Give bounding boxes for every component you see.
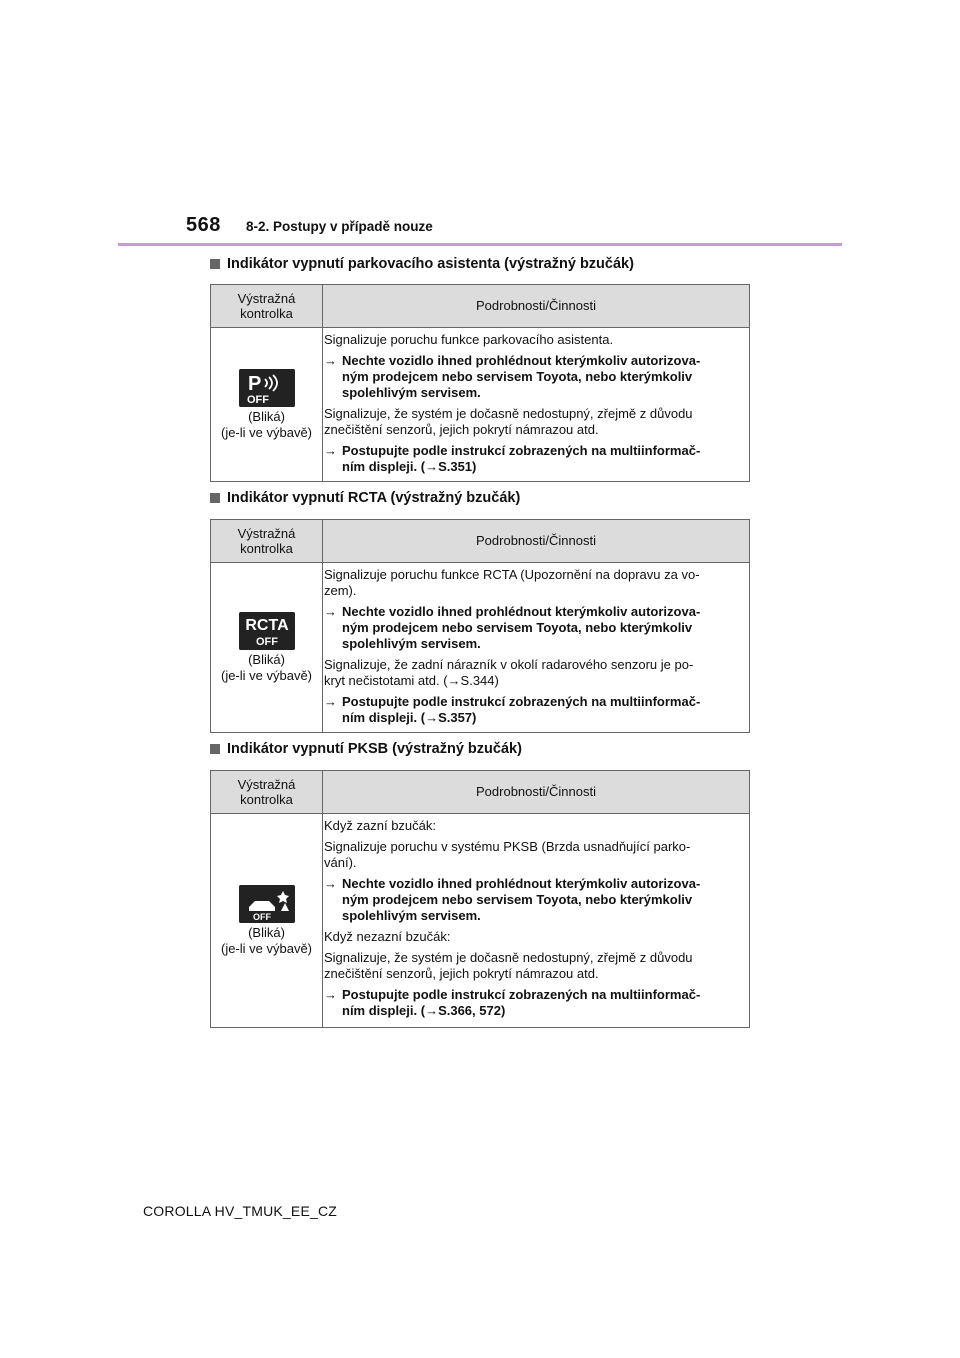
- detail-paragraph: Když nezazní bzučák:: [324, 929, 451, 944]
- action-text: Nechte vozidlo ihned prohlédnout kterýmkoliv autorizova- ným prodejcem nebo servisem Toyota, nebo kterýmkoliv spolehlivým servisem.: [342, 353, 701, 400]
- column-header-lamp: Výstražná kontrolka: [211, 285, 323, 328]
- square-bullet-icon: [210, 259, 220, 269]
- action-instruction: [324, 604, 743, 652]
- svg-text:OFF: OFF: [246, 393, 269, 406]
- section-heading-text: Indikátor vypnutí parkovacího asistenta (výstražný bzučák): [227, 256, 634, 272]
- column-header-lamp: Výstražná kontrolka: [211, 520, 323, 563]
- pksb-off-icon: [239, 885, 295, 923]
- rcta-off-icon: [239, 612, 295, 650]
- section-heading-pksb: [210, 741, 522, 757]
- page-number: 568: [186, 214, 221, 236]
- section-heading-text: Indikátor vypnutí RCTA (výstražný bzučák): [227, 490, 521, 506]
- detail-paragraph: Signalizuje poruchu v systému PKSB (Brzda usnadňující parko- vání).: [324, 839, 691, 870]
- arrow-icon: →: [324, 604, 337, 619]
- action-instruction: [324, 694, 743, 726]
- detail-paragraph: Signalizuje, že systém je dočasně nedostupný, zřejmě z důvodu znečištění senzorů, jejich pokrytí námrazou atd.: [324, 406, 693, 437]
- lamp-cell: [211, 563, 323, 733]
- lamp-note: (Bliká) (je-li ve výbavě): [220, 408, 313, 440]
- action-instruction: [324, 876, 743, 924]
- parking-assist-off-icon: [239, 369, 295, 407]
- action-text: Nechte vozidlo ihned prohlédnout kterýmkoliv autorizova- ným prodejcem nebo servisem Toyota, nebo kterýmkoliv spolehlivým servisem.: [342, 604, 701, 651]
- action-instruction: [324, 353, 743, 401]
- arrow-icon: →: [324, 443, 337, 458]
- lamp-cell: [211, 814, 323, 1028]
- action-text: Postupujte podle instrukcí zobrazených na multiinformač- ním displeji. (→S.366, 572): [342, 987, 701, 1018]
- chapter-title: 8-2. Postupy v případě nouze: [246, 219, 433, 234]
- column-header-details: Podrobnosti/Činnosti: [323, 771, 750, 814]
- action-text: Nechte vozidlo ihned prohlédnout kterýmkoliv autorizova- ným prodejcem nebo servisem Toyota, nebo kterýmkoliv spolehlivým servisem.: [342, 876, 701, 923]
- column-header-details: Podrobnosti/Činnosti: [323, 520, 750, 563]
- lamp-cell: [211, 328, 323, 482]
- svg-text:OFF: OFF: [252, 911, 271, 922]
- lamp-note: (Bliká) (je-li ve výbavě): [220, 924, 313, 956]
- details-cell: [323, 328, 750, 482]
- detail-paragraph: Signalizuje, že zadní nárazník v okolí radarového senzoru je po- kryt nečistotami atd. (→S.344): [324, 657, 694, 688]
- warning-table-pksb: [210, 770, 750, 1028]
- square-bullet-icon: [210, 744, 220, 754]
- arrow-icon: →: [324, 694, 337, 709]
- warning-table-parking-assist: [210, 284, 750, 482]
- section-heading-rcta: [210, 490, 520, 506]
- details-cell: [323, 814, 750, 1028]
- square-bullet-icon: [210, 493, 220, 503]
- action-text: Postupujte podle instrukcí zobrazených na multiinformač- ním displeji. (→S.357): [342, 694, 701, 725]
- details-cell: [323, 563, 750, 733]
- svg-text:RCTA: RCTA: [244, 616, 289, 634]
- action-instruction: [324, 987, 743, 1019]
- section-heading-text: Indikátor vypnutí PKSB (výstražný bzučák): [227, 741, 522, 757]
- column-header-details: Podrobnosti/Činnosti: [323, 285, 750, 328]
- warning-table-rcta: [210, 519, 750, 733]
- detail-paragraph: Když zazní bzučák:: [324, 818, 436, 833]
- arrow-icon: →: [324, 876, 337, 891]
- footer-text: COROLLA HV_TMUK_EE_CZ: [143, 1203, 338, 1219]
- detail-paragraph: Signalizuje poruchu funkce parkovacího asistenta.: [324, 332, 614, 347]
- section-heading-parking-assist: [210, 256, 634, 272]
- lamp-note: (Bliká) (je-li ve výbavě): [220, 651, 313, 683]
- svg-text:OFF: OFF: [255, 635, 278, 648]
- arrow-icon: →: [324, 353, 337, 368]
- action-text: Postupujte podle instrukcí zobrazených na multiinformač- ním displeji. (→S.351): [342, 443, 701, 474]
- arrow-icon: →: [324, 987, 337, 1002]
- column-header-lamp: Výstražná kontrolka: [211, 771, 323, 814]
- detail-paragraph: Signalizuje poruchu funkce RCTA (Upozornění na dopravu za vo- zem).: [324, 567, 700, 598]
- svg-text:P: P: [247, 372, 261, 395]
- detail-paragraph: Signalizuje, že systém je dočasně nedostupný, zřejmě z důvodu znečištění senzorů, jejich pokrytí námrazou atd.: [324, 950, 693, 981]
- action-instruction: [324, 443, 743, 475]
- header-rule: [118, 243, 842, 246]
